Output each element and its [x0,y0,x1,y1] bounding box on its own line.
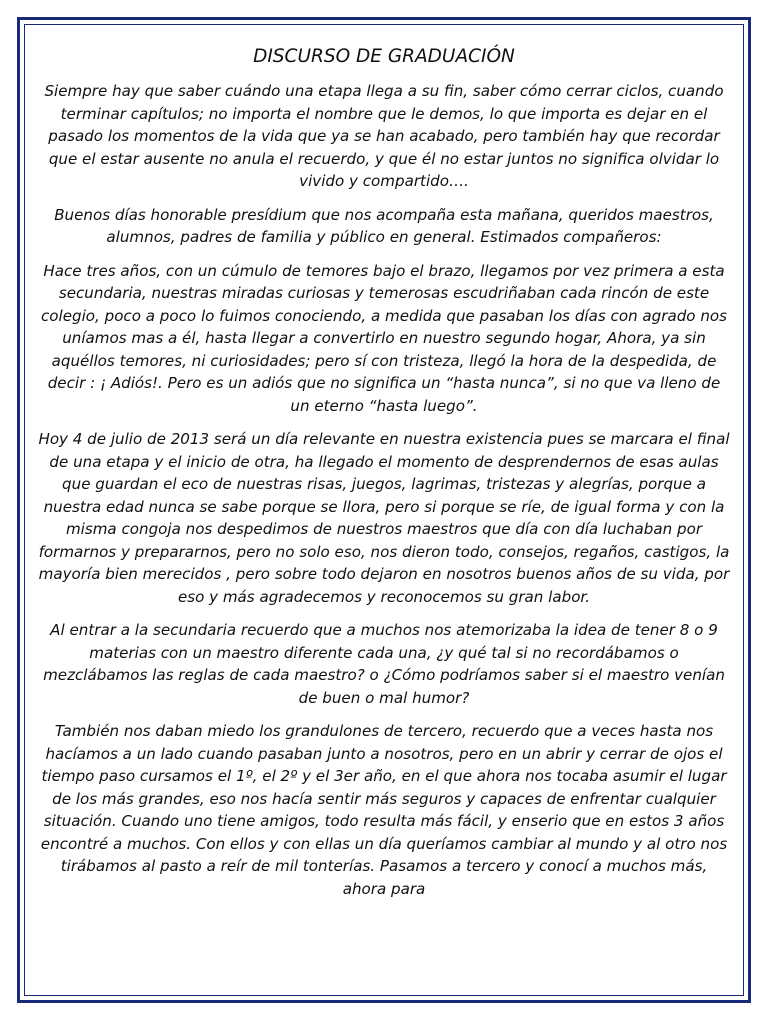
paragraph-greeting: Buenos días honorable presídium que nos acompaña esta mañana, queridos maestros, alumnos, padres de familia y público en general. Estimados compañeros: [54,205,714,246]
document-title: DISCURSO DE GRADUACIÓN [253,46,515,67]
paragraph-arrival: Hace tres años, con un cúmulo de temores bajo el brazo, llegamos por vez primera a esta secundaria, nuestras miradas curiosas y temerosas escudriñaban cada rincón de este colegio, poco a poco lo fuimos conociendo, a medida que pasaban los días con agrado nos uníamos mas a él, hasta llegar a convertirlo en nuestro segundo hogar, Ahora, ya sin aquéllos temores, ni curiosidades; pero sí con tristeza, llegó la hora de la despedida, de decir : ¡ Adiós!. Pero es un adiós que no significa un “hasta nunca”, si no que va lleno de un eterno “hasta luego”. [41,261,727,415]
paragraph-friends: También nos daban miedo los grandulones de tercero, recuerdo que a veces hasta nos hacíamos a un lado cuando pasaban junto a nosotros, pero en un abrir y cerrar de ojos el tiempo paso cursamos el 1º, el 2º y el 3er año, en el que ahora nos tocaba asumir el lugar de los más grandes, eso nos hacía sentir más seguros y capaces de enfrentar cualquier situación. Cuando uno tiene amigos, todo resulta más fácil, y enserio que en estos 3 años encontré a muchos. Con ellos y con ellas un día queríamos cambiar al mundo y al otro nos tirábamos al pasto a reír de mil tonterías. Pasamos a tercero y conocí a muchos más, ahora para [40,722,728,898]
paragraph-today: Hoy 4 de julio de 2013 será un día relevante en nuestra existencia pues se marcara el final de una etapa y el inicio de otra, ha llegado el momento de desprendernos de esas aulas que guardan el eco de nuestras risas, juegos, lagrimas, tristezas y alegrías, porque a nuestra edad nunca se sabe porque se llora, pero si porque se ríe, de igual forma y con la misma congoja nos despedimos de nuestros maestros que día con día luchaban por formarnos y prepararnos, pero no solo eso, nos dieron todo, consejos, regaños, castigos, la mayoría bien merecidos , pero sobre todo dejaron en nosotros buenos años de su vida, por eso y más agradecemos y reconocemos su gran labor. [38,430,730,606]
paragraph-intro: Siempre hay que saber cuándo una etapa llega a su fin, saber cómo cerrar ciclos, cuando terminar capítulos; no importa el nombre que le demos, lo que importa es dejar en el pasado los momentos de la vida que ya se han acabado, pero también hay que recordar que el estar ausente no anula el recuerdo, y que él no estar juntos no significa olvidar lo vivido y compartido…. [44,82,724,190]
document-body [38,44,730,911]
paragraph-first-day: Al entrar a la secundaria recuerdo que a muchos nos atemorizaba la idea de tener 8 o 9 materias con un maestro diferente cada una, ¿y qué tal si no recordábamos o mezclábamos las reglas de cada maestro? o ¿Cómo podríamos saber si el maestro venían de buen o mal humor? [43,621,725,707]
